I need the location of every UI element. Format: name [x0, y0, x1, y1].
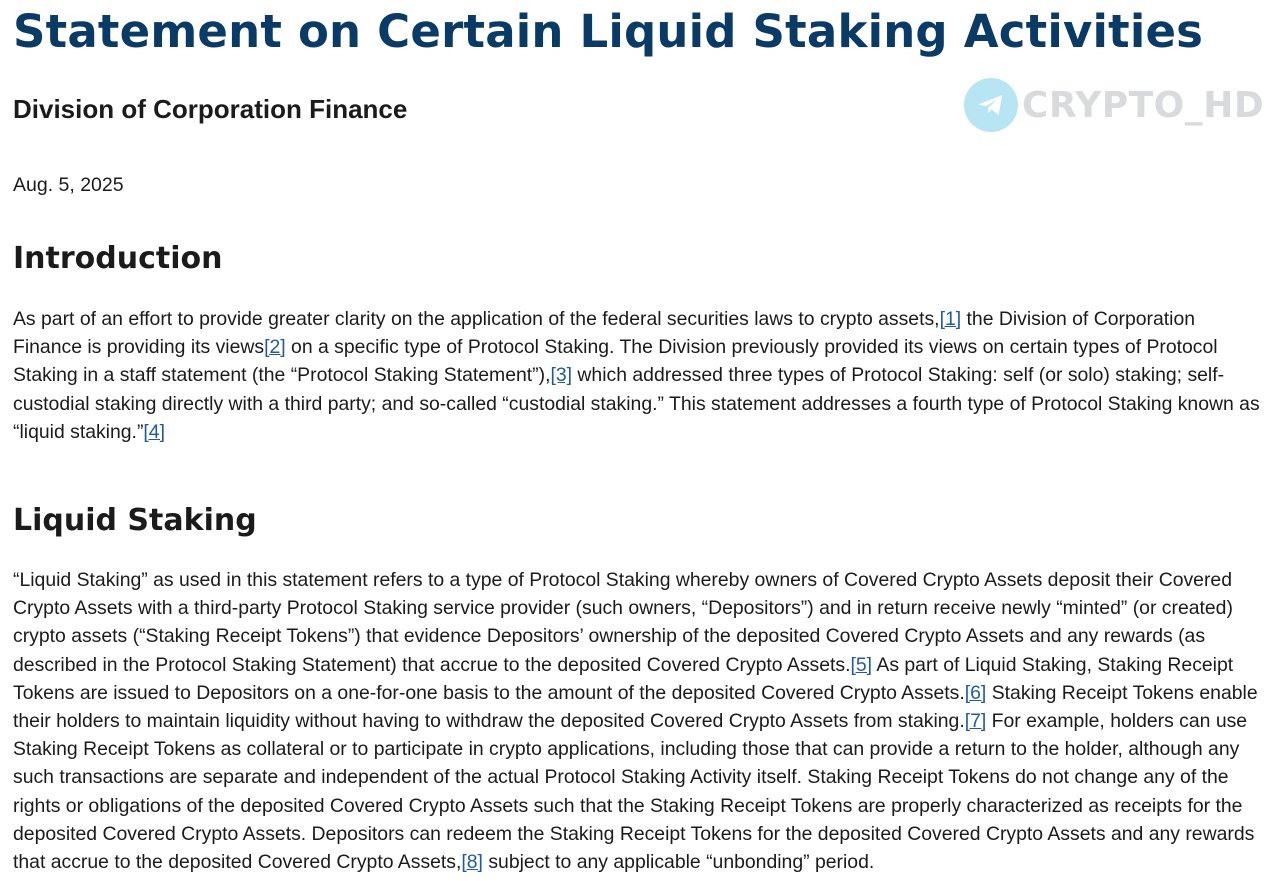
paragraph-text: the Division of Corporation Finance is providing its views [13, 308, 1196, 359]
paragraph-text: “Liquid Staking” as used in this statement refers to a type of Protocol Staking whereby owners of Covered Crypto Assets deposit their Covered Crypto Assets with a third-party Protocol Staking service provider (such owners, “Depositors”) and in return receive newly “minted” (or created) crypto assets (“Staking Receipt Tokens”) that evidence Depositors’ ownership of the deposited Covered Crypto Assets and any rewards (as described in the Protocol Staking Statement) that accrue to the deposited Covered Crypto Assets. [13, 569, 1233, 676]
footnote-link[interactable]: [1] [939, 308, 962, 330]
watermark-text: CRYPTO_HD [1022, 84, 1265, 126]
paragraph-text: on a specific type of Protocol Staking. The Division previously provided its views on certain types of Protocol Staking in a staff statement (the “Protocol Staking Statement”), [13, 336, 1218, 387]
telegram-icon [964, 78, 1018, 132]
liquid-staking-paragraph [13, 566, 1269, 876]
footnote-link[interactable]: [4] [143, 420, 165, 443]
footnote-link[interactable]: [5] [850, 653, 873, 676]
section-heading-liquid-staking: Liquid Staking [13, 503, 257, 538]
paragraph-text: Staking Receipt Tokens enable their holders to maintain liquidity without having to withdraw the deposited Covered Crypto Assets from staking. [13, 681, 1258, 733]
publication-date: Aug. 5, 2025 [13, 174, 124, 196]
introduction-paragraph [13, 305, 1269, 446]
paragraph-text: subject to any applicable “unbonding” period. [482, 851, 875, 874]
paragraph-text: As part of an effort to provide greater clarity on the application of the federal securities laws to crypto assets, [13, 308, 940, 330]
division-name: Division of Corporation Finance [13, 94, 408, 124]
page-title: Statement on Certain Liquid Staking Activities [13, 5, 1204, 58]
footnote-link[interactable]: [6] [964, 681, 987, 704]
footnote-link[interactable]: [8] [461, 851, 483, 874]
footnote-link[interactable]: [2] [264, 336, 286, 359]
section-heading-introduction: Introduction [13, 241, 223, 276]
paragraph-text: As part of Liquid Staking, Staking Receipt Tokens are issued to Depositors on a one-for-one basis to the amount of the deposited Covered Crypto Assets. [13, 653, 1234, 704]
paragraph-text: which addressed three types of Protocol Staking: self (or solo) staking; self-custodial staking directly with a third party; and so-called “custodial staking.” This statement addresses a fourth type of Protocol Staking known as “liquid staking.” [13, 364, 1260, 443]
footnote-link[interactable]: [7] [964, 710, 987, 733]
paragraph-text: For example, holders can use Staking Receipt Tokens as collateral or to participate in crypto applications, including those that can provide a return to the holder, although any such transactions are separate and independent of the actual Protocol Staking Activity itself. Staking Receipt Tokens do not change any of the rights or obligations of the deposited Covered Crypto Assets such that the Staking Receipt Tokens are properly characterized as receipts for the deposited Covered Crypto Assets. Depositors can redeem the Staking Receipt Tokens for the deposited Covered Crypto Assets and any rewards that accrue to the deposited Covered Crypto Assets, [13, 710, 1255, 874]
footnote-link[interactable]: [3] [550, 364, 573, 387]
watermark [964, 78, 1264, 132]
